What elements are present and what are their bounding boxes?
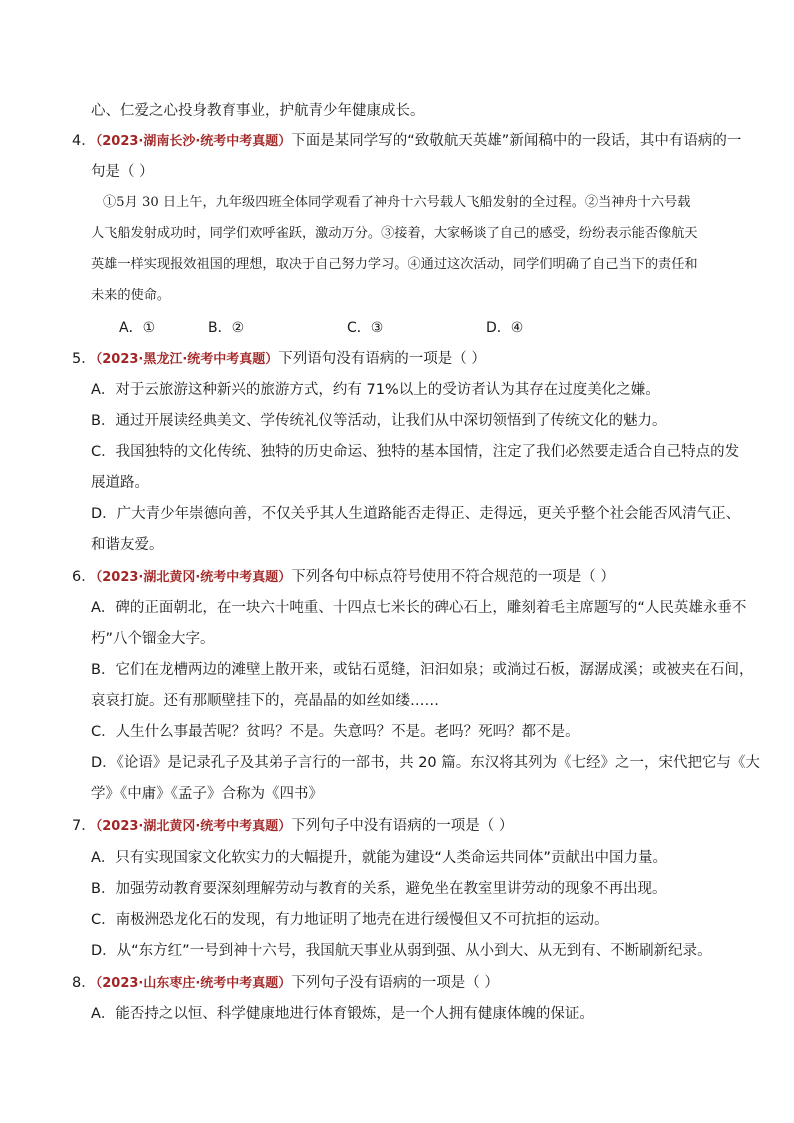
question-4-stem-2: 句是（ ） <box>91 164 154 180</box>
question-4-line-1 <box>72 131 741 152</box>
question-6-line-7[interactable]: D．《论语》是记录孔子及其弟子言行的一部书，共 20 篇。东汉将其列为《七经》之一，宋代把它与《大 <box>91 755 760 771</box>
question-7-line-3[interactable]: B．加强劳动教育要深刻理解劳动与教育的关系，避免坐在教室里讲劳动的现象不再出现。 <box>91 881 667 897</box>
question-8-stem: 下列句子没有语病的一项是（ ） <box>291 975 499 991</box>
question-5-stem: 下列语句没有语病的一项是（ ） <box>278 351 486 367</box>
question-6-line-5: 哀哀打旋。还有那顺壁挂下的，亮晶晶的如丝如缕…… <box>91 693 439 709</box>
question-4-passage-line-1: ①5月 30 日上午，九年级四班全体同学观看了神舟十六号载人飞船发射的全过程。②当神舟十六号载 <box>103 195 691 210</box>
question-5-line-4[interactable]: C．我国独特的文化传统、独特的历史命运、独特的基本国情，注定了我们必然要走适合自己特点的发 <box>91 444 740 460</box>
question-7-line-4[interactable]: C．南极洲恐龙化石的发现，有力地证明了地壳在进行缓慢但又不可抗拒的运动。 <box>91 912 609 928</box>
question-4-option-b[interactable]: B．② <box>208 320 245 336</box>
question-6-line-6[interactable]: C．人生什么事最苦呢？贫吗？不是。失意吗？不是。老吗？死吗？都不是。 <box>91 724 580 740</box>
question-5-line-1 <box>72 349 486 370</box>
question-6-line-4[interactable]: B．它们在龙槽两边的滩壁上散开来，或钻石觅缝，汩汩如泉；或淌过石板，潺潺成溪；或被夹在石间， <box>91 662 754 678</box>
question-7-line-1 <box>72 816 513 837</box>
question-5-line-3[interactable]: B．通过开展读经典美文、学传统礼仪等活动，让我们从中深切领悟到了传统文化的魅力。 <box>91 413 667 429</box>
question-6-line-3: 朽”八个镏金大字。 <box>91 631 215 647</box>
question-6-stem: 下列各句中标点符号使用不符合规范的一项是（ ） <box>291 569 615 585</box>
question-7-line-2[interactable]: A．只有实现国家文化软实力的大幅提升，就能为建设“人类命运共同体”贡献出中国力量。 <box>91 850 667 866</box>
question-5-number: 5． <box>72 351 96 367</box>
question-4-option-d[interactable]: D．④ <box>486 320 524 336</box>
question-7-line-5[interactable]: D．从“东方红”一号到神十六号，我国航天事业从弱到强、从小到大、从无到有、不断刷新纪录。 <box>91 943 712 959</box>
question-5-source: （2023·黑龙江·统考中考真题） <box>95 352 279 367</box>
question-7-stem: 下列句子中没有语病的一项是（ ） <box>291 818 514 834</box>
question-4-stem-1: 下面是某同学写的“致敬航天英雄”新闻稿中的一段话，其中有语病的一 <box>291 133 742 149</box>
question-4-passage-line-2: 人飞船发射成功时，同学们欢呼雀跃，激动万分。③接着，大家畅谈了自己的感受，纷纷表示能否像航天 <box>91 226 698 241</box>
question-5-line-5: 展道路。 <box>91 475 149 491</box>
question-8-line-1 <box>72 973 499 994</box>
question-4-option-a[interactable]: A．① <box>119 320 156 336</box>
question-4-passage-line-4: 未来的使命。 <box>91 288 171 303</box>
question-4-number: 4． <box>72 133 96 149</box>
question-6-number: 6． <box>72 569 96 585</box>
question-6-line-8: 学》《中庸》《孟子》合称为《四书》 <box>91 786 323 802</box>
question-4-passage-line-3: 英雄一样实现报效祖国的理想，取决于自己努力学习。④通过这次活动，同学们明确了自己当下的责任和 <box>91 257 698 272</box>
question-6-line-2[interactable]: A．碑的正面朝北，在一块六十吨重、十四点七米长的碑心石上，雕刻着毛主席题写的“人民英雄永垂不 <box>91 600 747 616</box>
question-8-source: （2023·山东枣庄·统考中考真题） <box>95 976 292 991</box>
question-7-source: （2023·湖北黄冈·统考中考真题） <box>95 819 292 834</box>
question-5-line-2[interactable]: A．对于云旅游这种新兴的旅游方式，约有 71%以上的受访者认为其存在过度美化之嫌。 <box>91 382 660 398</box>
question-7-number: 7． <box>72 818 96 834</box>
continuation-line: 心、仁爱之心投身教育事业，护航青少年健康成长。 <box>91 103 425 119</box>
question-5-line-6[interactable]: D．广大青少年崇德向善，不仅关乎其人生道路能否走得正、走得远，更关乎整个社会能否风清气正、 <box>91 506 741 522</box>
question-5-line-7: 和谐友爱。 <box>91 537 164 553</box>
question-4-option-c[interactable]: C．③ <box>347 320 384 336</box>
question-8-number: 8． <box>72 975 96 991</box>
question-6-line-1 <box>72 567 615 588</box>
question-6-source: （2023·湖北黄冈·统考中考真题） <box>95 570 292 585</box>
question-8-line-2[interactable]: A．能否持之以恒、科学健康地进行体育锻炼，是一个人拥有健康体魄的保证。 <box>91 1006 594 1022</box>
question-4-source: （2023·湖南长沙·统考中考真题） <box>95 134 292 149</box>
